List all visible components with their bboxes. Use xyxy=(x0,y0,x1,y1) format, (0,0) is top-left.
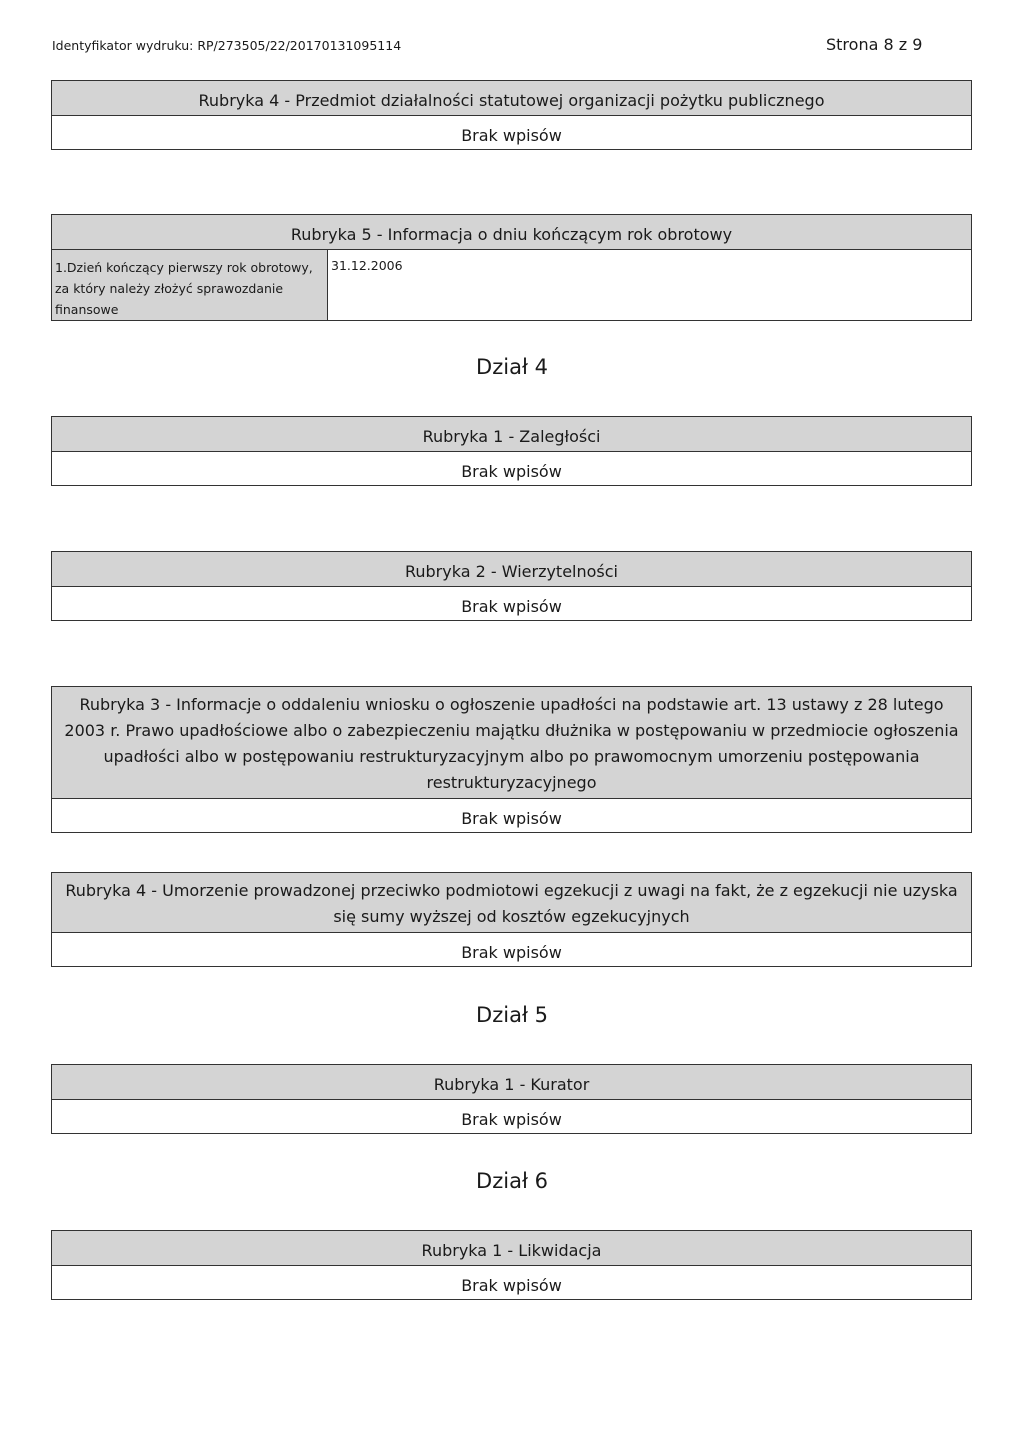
section-body: Brak wpisów xyxy=(461,1276,562,1295)
table-row xyxy=(52,250,971,320)
section-rubryka-4-umorzenie xyxy=(51,872,972,967)
dzial-5-heading: Dział 5 xyxy=(476,1003,548,1027)
section-body: Brak wpisów xyxy=(461,126,562,145)
section-title: Rubryka 5 - Informacja o dniu kończącym rok obrotowy xyxy=(52,215,971,250)
section-title: Rubryka 1 - Zaległości xyxy=(52,417,971,452)
section-body: Brak wpisów xyxy=(461,1110,562,1129)
section-title: Rubryka 4 - Umorzenie prowadzonej przeciwko podmiotowi egzekucji z uwagi na fakt, że z egzekucji nie uzyska się sumy wyższej od kosztów egzekucyjnych xyxy=(52,873,971,933)
section-body: Brak wpisów xyxy=(461,462,562,481)
section-body: Brak wpisów xyxy=(461,943,562,962)
print-identifier: Identyfikator wydruku: RP/273505/22/20170131095114 xyxy=(52,38,402,53)
section-title: Rubryka 1 - Kurator xyxy=(52,1065,971,1100)
section-rubryka-4-opp xyxy=(51,80,972,150)
section-rubryka-1-likwidacja xyxy=(51,1230,972,1300)
section-rubryka-5-rok-obrotowy xyxy=(51,214,972,321)
section-rubryka-2-wierzytelnosci xyxy=(51,551,972,621)
section-body: Brak wpisów xyxy=(461,809,562,828)
section-rubryka-1-kurator xyxy=(51,1064,972,1134)
row-value: 31.12.2006 xyxy=(331,258,403,273)
section-rubryka-1-zaleglosci xyxy=(51,416,972,486)
section-rubryka-3-upadlosc xyxy=(51,686,972,833)
section-title: Rubryka 2 - Wierzytelności xyxy=(52,552,971,587)
row-label: 1.Dzień kończący pierwszy rok obrotowy, za który należy złożyć sprawozdanie finansowe xyxy=(52,250,328,320)
section-title: Rubryka 4 - Przedmiot działalności statutowej organizacji pożytku publicznego xyxy=(52,81,971,116)
section-title: Rubryka 3 - Informacje o oddaleniu wniosku o ogłoszenie upadłości na podstawie art. 13 ustawy z 28 lutego 2003 r. Prawo upadłościowe albo o zabezpieczeniu majątku dłużnika w postępowaniu w przedmiocie ogłoszenia upadłości albo w postępowaniu restrukturyzacyjnym albo po prawomocnym umorzeniu postępowania restrukturyzacyjnego xyxy=(52,687,971,799)
page-number: Strona 8 z 9 xyxy=(826,35,923,54)
section-body: Brak wpisów xyxy=(461,597,562,616)
section-title: Rubryka 1 - Likwidacja xyxy=(52,1231,971,1266)
dzial-6-heading: Dział 6 xyxy=(476,1169,548,1193)
dzial-4-heading: Dział 4 xyxy=(476,355,548,379)
